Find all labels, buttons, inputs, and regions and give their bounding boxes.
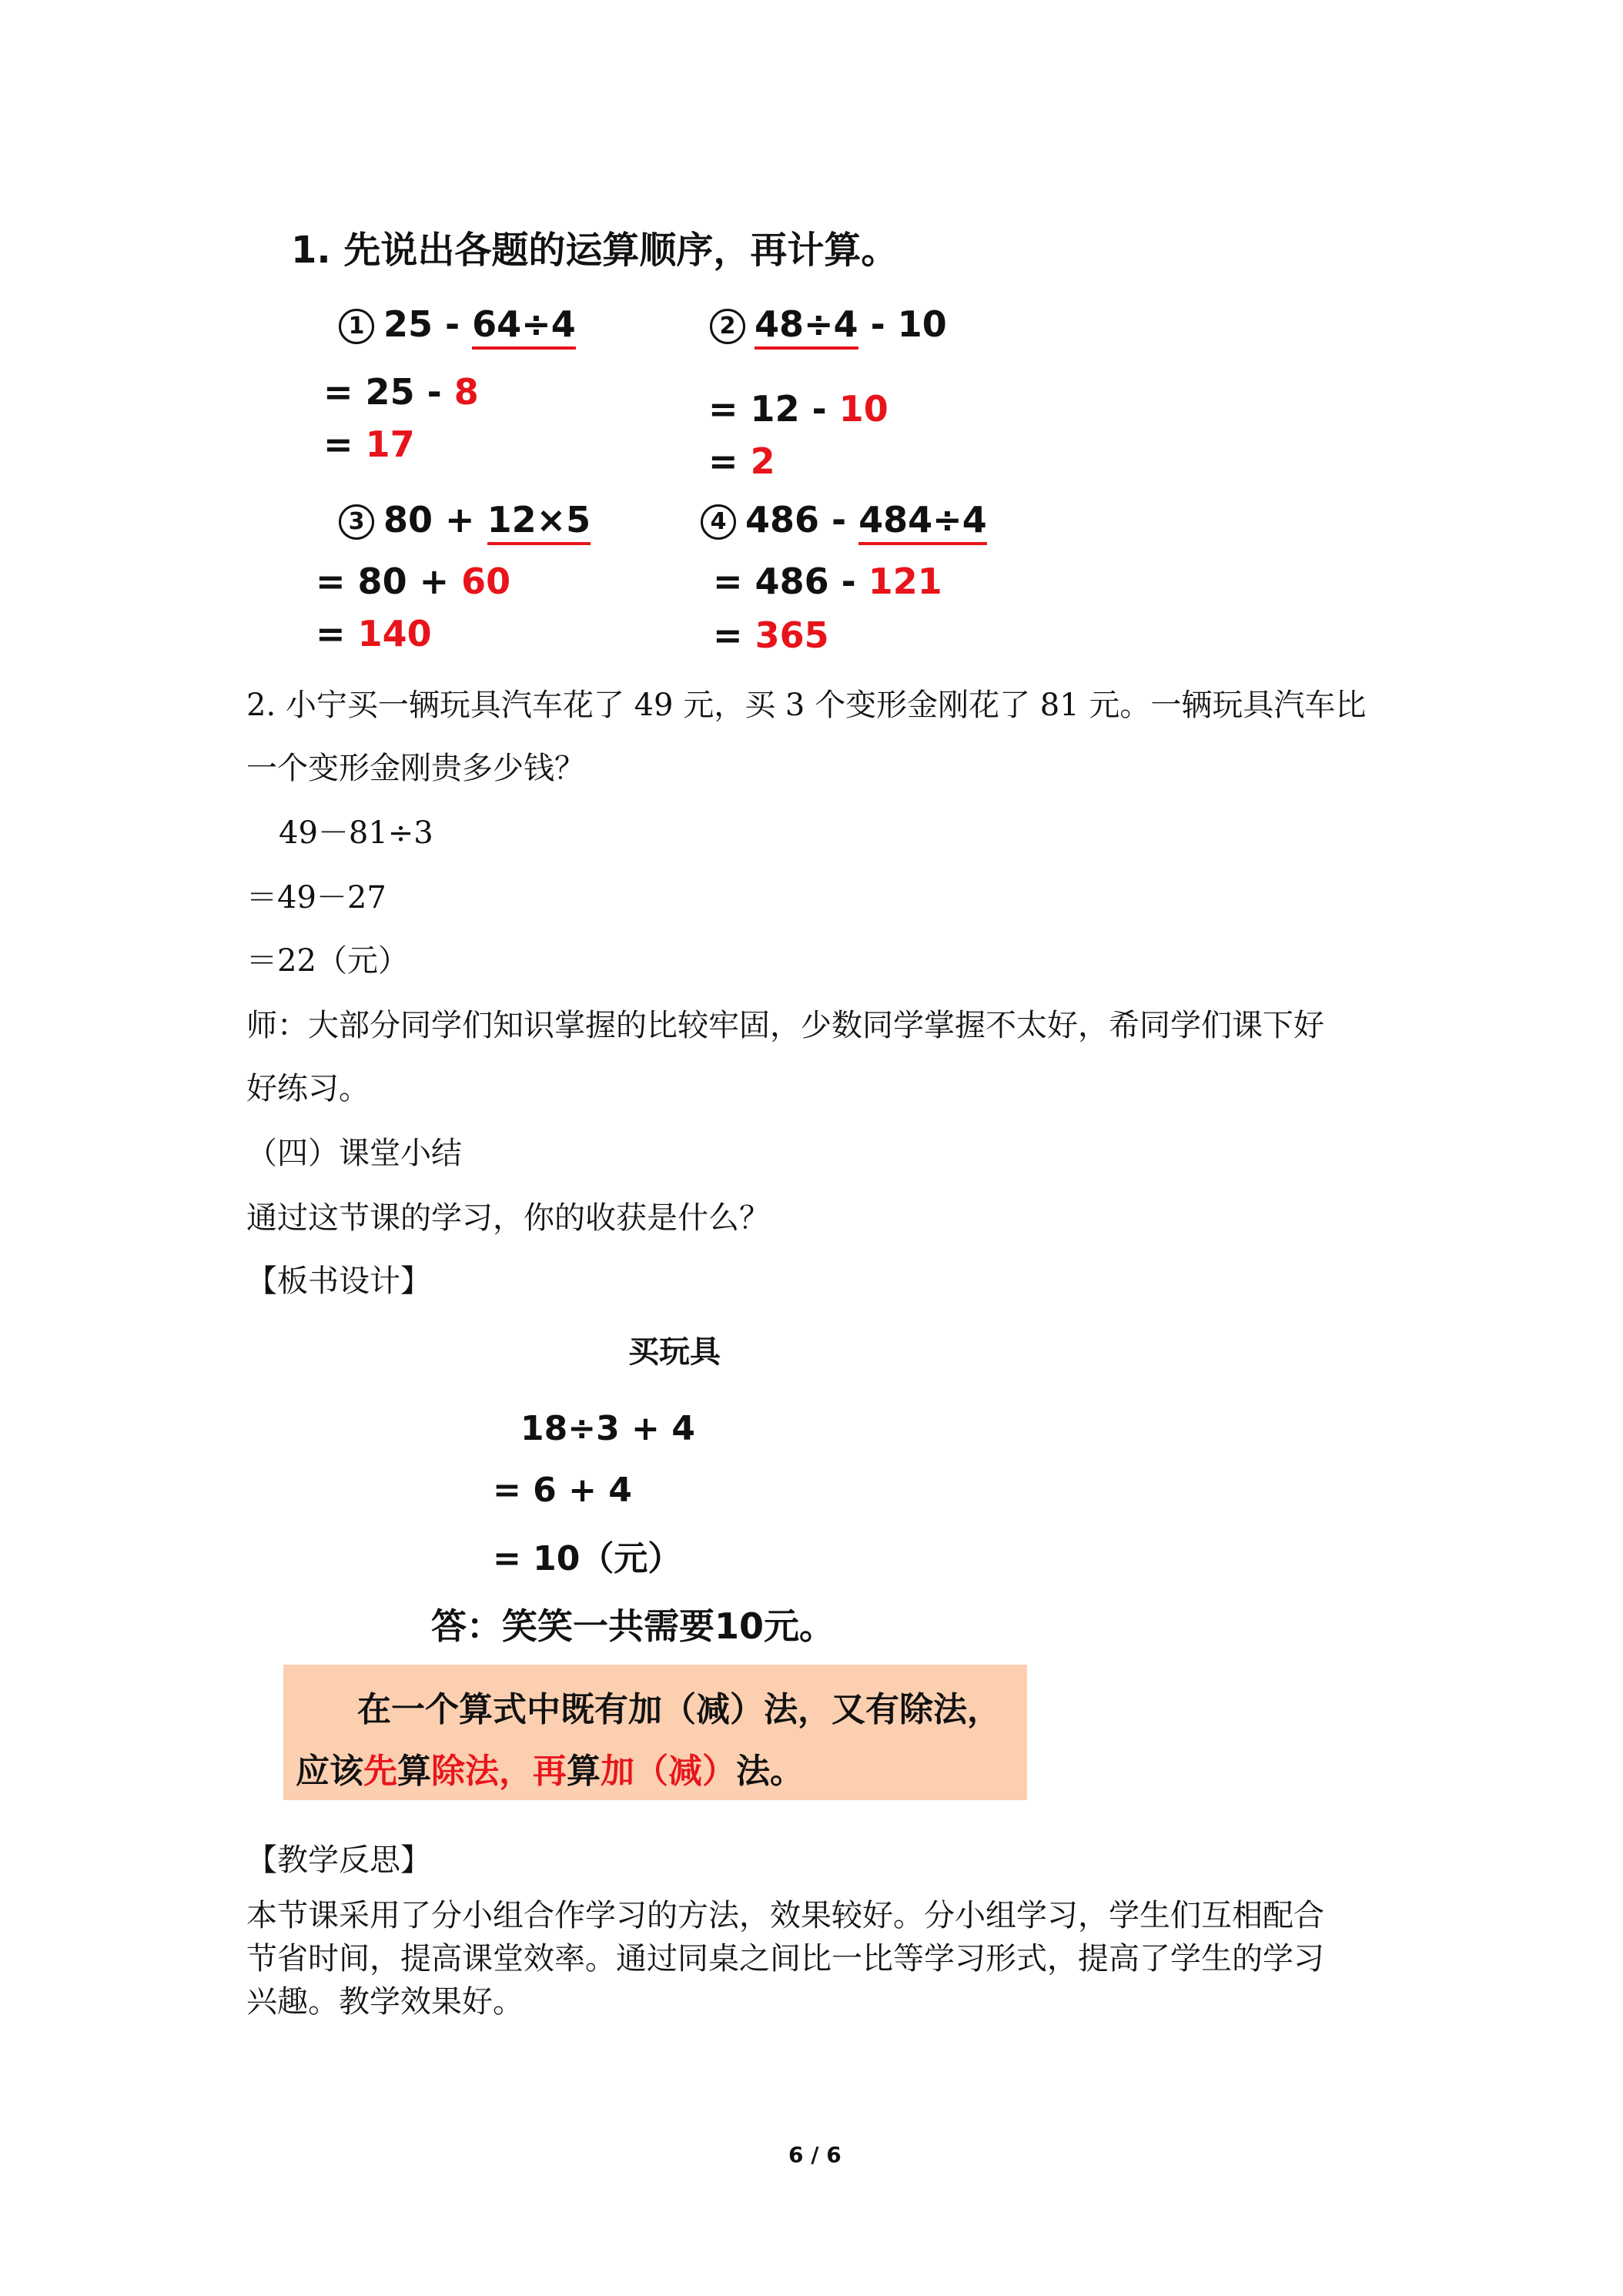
problem-4-step-1: = 486 - 121 [713,561,942,602]
board-answer: 答：笑笑一共需要10元。 [431,1605,835,1647]
exercise2-calc-3: ＝22（元） [246,943,409,979]
rule-line-2: 应该先算除法，再算加（减）法。 [296,1752,804,1791]
problem-2-step-1: = 12 - 10 [708,388,888,430]
summary-heading: （四）课堂小结 [246,1136,462,1171]
problem-3-step-1: = 80 + 60 [316,561,511,602]
circled-number-4: 4 [701,504,736,540]
summary-question: 通过这节课的学习，你的收获是什么？ [246,1200,770,1236]
board-heading: 【板书设计】 [246,1263,431,1299]
exercise2-calc-2: ＝49－27 [246,880,387,915]
board-title: 买玩具 [628,1334,721,1370]
reflection-line-2: 节省时间，提高课堂效率。通过同桌之间比一比等学习形式，提高了学生的学习 [246,1941,1324,1976]
problem-4: 4 486 - 484÷4 [701,499,987,541]
underlined-expression: 64÷4 [472,303,576,350]
circled-number-3: 3 [339,504,374,540]
exercise2-calc-1: 49－81÷3 [279,815,433,851]
reflection-line-3: 兴趣。教学效果好。 [246,1984,524,2020]
circled-number-2: 2 [710,309,745,344]
problem-4-step-2: = 365 [713,614,829,656]
underlined-expression: 48÷4 [755,303,858,350]
problem-1-step-1: = 25 - 8 [323,371,479,413]
rule-line-1: 在一个算式中既有加（减）法，又有除法， [357,1690,1001,1729]
problem-2: 2 48÷4 - 10 [710,303,947,345]
board-equation-1: 18÷3 + 4 [520,1409,695,1448]
problem-1-step-2: = 17 [323,423,415,465]
reflection-line-1: 本节课采用了分小组合作学习的方法，效果较好。分小组学习，学生们互相配合 [246,1898,1324,1933]
problem-3-step-2: = 140 [316,613,432,654]
circled-number-1: 1 [339,309,374,344]
reflection-heading: 【教学反思】 [246,1842,431,1878]
board-equation-2: = 6 + 4 [493,1471,632,1510]
exercise1-title: 1. 先说出各题的运算顺序，再计算。 [291,229,899,272]
problem-2-step-2: = 2 [708,440,775,482]
underlined-expression: 484÷4 [858,499,987,545]
board-equation-3: = 10（元） [493,1539,682,1578]
teacher-comment-line-1: 师：大部分同学们知识掌握的比较牢固，少数同学掌握不太好，希同学们课下好 [246,1008,1324,1043]
underlined-expression: 12×5 [487,499,591,545]
teacher-comment-line-2: 好练习。 [246,1071,370,1106]
page-number: 6 / 6 [788,2142,842,2167]
problem-3: 3 80 + 12×5 [339,499,591,541]
exercise2-line-2: 一个变形金刚贵多少钱？ [246,751,585,786]
rule-highlight-box [283,1665,1027,1800]
problem-1: 1 25 - 64÷4 [339,303,576,345]
exercise2-line-1: 2. 小宁买一辆玩具汽车花了 49 元，买 3 个变形金刚花了 81 元。一辆玩具汽车比 [246,688,1367,723]
